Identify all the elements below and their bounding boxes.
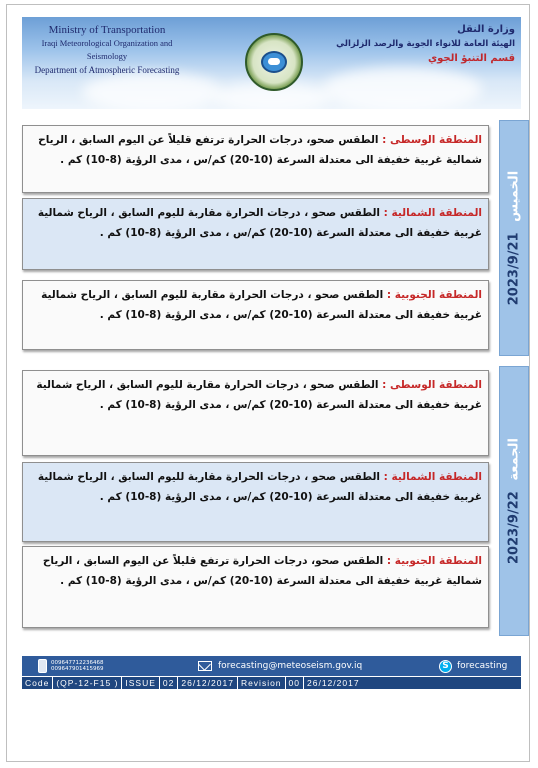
email-link[interactable]: forecasting@meteoseism.gov.iq	[218, 661, 363, 671]
ministry-ar: وزارة النقل	[457, 24, 515, 35]
footer-contact-bar	[22, 656, 521, 676]
region-label: المنطقة الشمالية :	[383, 471, 482, 483]
phone-number-2: 009647901415969	[51, 666, 104, 672]
phone-icon	[38, 659, 47, 673]
region-label: المنطقة الشمالية :	[383, 207, 482, 219]
forecast-text: الطقس صحو ، درجات الحرارة مقاربة لليوم السابق ، الرياح شمالية غربية خفيفة الى معتدلة السرعة (10-20) كم/س ، مدى الرؤية (8-10) كم .	[37, 471, 482, 503]
footer-skype[interactable]	[439, 656, 507, 676]
organization-ar: الهيئة العامة للانواء الجوية والرصد الزلزالي	[336, 39, 515, 49]
revision-date: 26/12/2017	[307, 678, 360, 688]
forecast-panel-north	[22, 198, 489, 270]
footer-phones	[38, 656, 104, 676]
forecast-text: الطقس صحو، درجات الحرارة ترتفع قليلاً عن اليوم السابق ، الرياح شمالية غربية خفيفة الى معتدلة السرعة (10-20) كم/س ، مدى الرؤية (8-10) كم .	[38, 134, 482, 166]
forecast-panel-north	[22, 462, 489, 542]
day-group-1	[22, 120, 529, 356]
day-label	[507, 438, 522, 564]
forecast-panel-central	[22, 370, 489, 456]
day-sidebar	[499, 366, 529, 636]
forecast-text: الطقس صحو ، درجات الحرارة مقاربة لليوم السابق ، الرياح شمالية غربية خفيفة الى معتدلة السرعة (10-20) كم/س ، مدى الرؤية (8-10) كم .	[36, 379, 482, 411]
day-name: الجمعة	[506, 437, 522, 481]
organization-en: Iraqi Meteorological Organization and Seismology	[41, 38, 173, 61]
forecast-text: الطقس صحو ، درجات الحرارة مقاربة لليوم السابق ، الرياح شمالية غربية خفيفة الى معتدلة السرعة (10-20) كم/س ، مدى الرؤية (8-10) كم .	[41, 289, 482, 321]
header-arabic	[335, 23, 515, 66]
code-label: Code	[22, 677, 53, 689]
region-label: المنطقة الجنوبية :	[386, 289, 482, 301]
code-value: (QP-12-F15 )	[53, 677, 122, 689]
mail-icon	[198, 661, 212, 671]
skype-handle[interactable]: forecasting	[457, 661, 508, 671]
organization-logo	[245, 33, 303, 91]
header-english	[22, 23, 192, 77]
revision-label: Revision	[238, 677, 286, 689]
forecast-panel-south	[22, 546, 489, 628]
day-date: 2023/9/22	[506, 491, 522, 565]
region-label: المنطقة الوسطى :	[382, 134, 482, 146]
day-label	[507, 171, 522, 305]
department-ar: قسم التنبؤ الجوي	[427, 53, 515, 64]
forecast-text: الطقس صحو، درجات الحرارة ترتفع قليلاً عن اليوم السابق ، الرياح شمالية غربية خفيفة الى معتدلة السرعة (10-20) كم/س ، مدى الرؤية (8-10) كم .	[42, 555, 482, 587]
phone-number-1: 009647712236468	[51, 660, 104, 666]
revision-number: 00	[286, 677, 304, 689]
footer-document-code	[22, 677, 521, 689]
day-date: 2023/9/21	[506, 232, 522, 306]
footer-email[interactable]	[198, 656, 362, 676]
issue-label: ISSUE	[122, 677, 160, 689]
region-label: المنطقة الجنوبية :	[386, 555, 482, 567]
forecast-panel-south	[22, 280, 489, 350]
day-group-2	[22, 366, 529, 636]
region-label: المنطقة الوسطى :	[382, 379, 482, 391]
cloud-icon	[268, 58, 280, 65]
issue-number: 02	[160, 677, 178, 689]
forecast-text: الطقس صحو ، درجات الحرارة مقاربة لليوم السابق ، الرياح شمالية غربية خفيفة الى معتدلة السرعة (10-20) كم/س ، مدى الرؤية (8-10) كم .	[37, 207, 482, 239]
header-banner	[22, 17, 521, 109]
skype-icon: S	[439, 660, 452, 673]
day-sidebar	[499, 120, 529, 356]
ministry-en: Ministry of Transportation	[48, 24, 166, 36]
issue-date: 26/12/2017	[178, 677, 238, 689]
day-name: الخميس	[506, 170, 522, 222]
globe-icon	[261, 51, 287, 73]
department-en: Department of Atmospheric Forecasting	[34, 65, 180, 75]
forecast-panel-central	[22, 125, 489, 193]
